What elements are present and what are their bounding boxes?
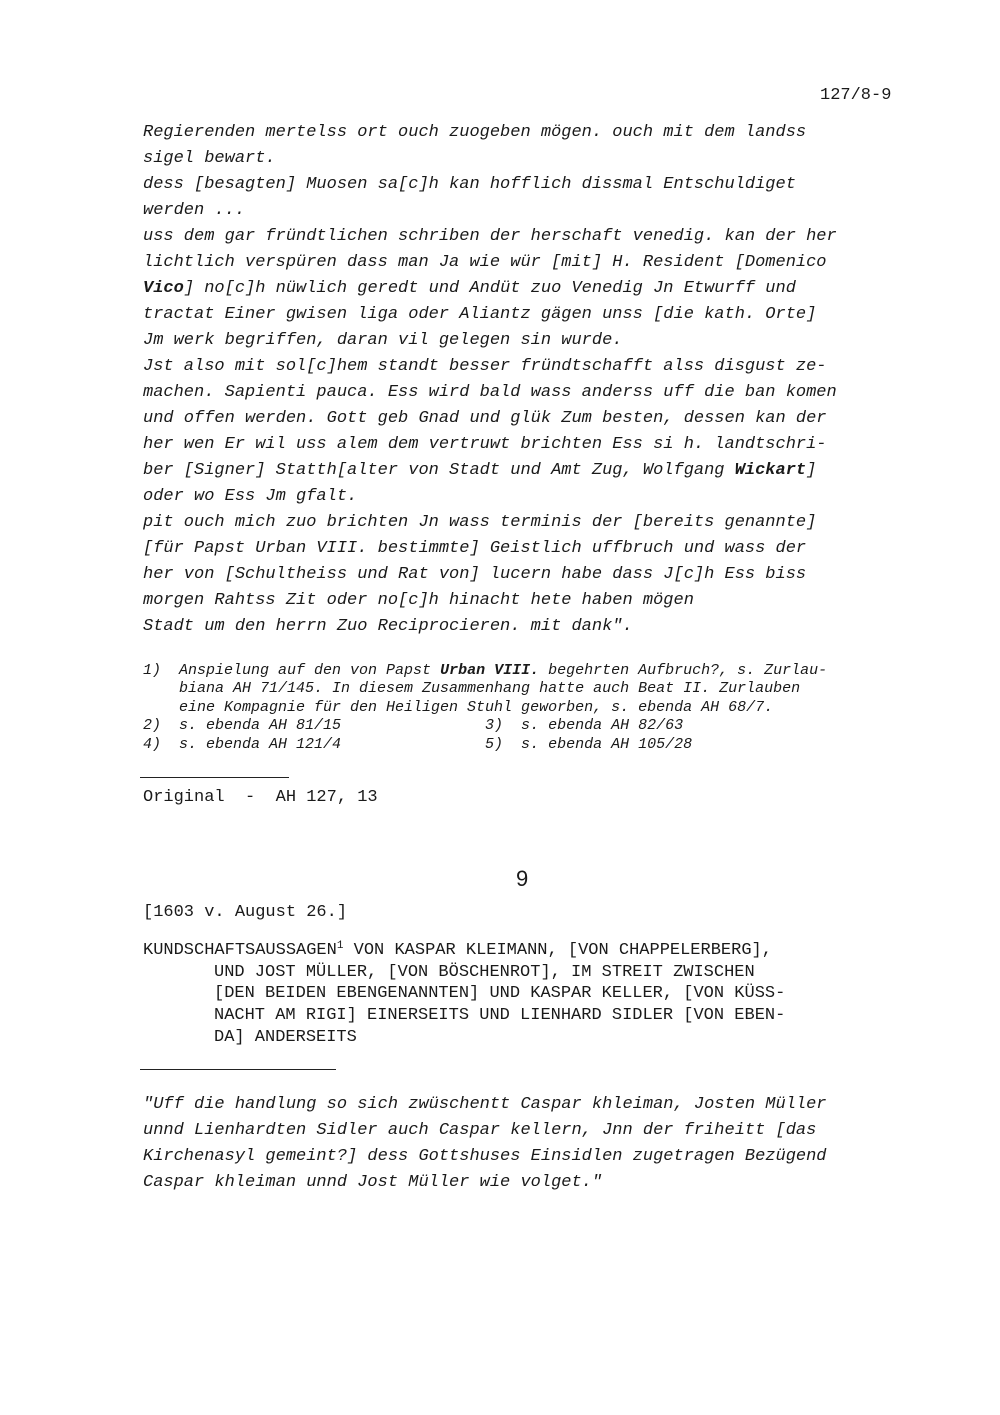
text-segment: biana AH 71/145. In diesem Zusammenhang hatte auch Beat II. Zurlauben — [143, 680, 801, 698]
footnotes — [143, 662, 933, 754]
text-segment: Regierenden mertelss ort ouch zuogeben mögen. ouch mit dem landss — [143, 123, 807, 142]
text-segment: Stadt um den herrn Zuo Reciprocieren. mit dank". — [143, 617, 633, 636]
text-line — [143, 406, 923, 432]
text-segment: ] — [806, 461, 817, 480]
heading-line: DA] ANDERSEITS — [214, 1027, 357, 1047]
text-segment: begehrten Aufbruch?, s. Zurlau- — [539, 662, 828, 679]
text-segment: 2) s. ebenda AH 81/15 3) s. ebenda AH 82/63 — [143, 717, 684, 735]
footnote-line — [143, 680, 933, 698]
footnote-separator-rule — [140, 777, 289, 778]
text-segment: dess [besagten] Muosen sa[c]h kan hofflich dissmal Entschuldiget — [143, 175, 796, 194]
quote-line: unnd Lienhardten Sidler auch Caspar kellern, Jnn der friheitt [das — [143, 1121, 817, 1140]
text-line — [143, 354, 923, 380]
text-segment: morgen Rahtss Zit oder no[c]h hinacht hete haben mögen — [143, 591, 694, 610]
text-segment: 4) s. ebenda AH 121/4 5) s. ebenda AH 105/28 — [143, 735, 693, 753]
heading-separator-rule — [140, 1069, 336, 1070]
text-line — [143, 380, 923, 406]
main-text — [143, 120, 923, 640]
text-line — [143, 588, 923, 614]
source-line: Original - AH 127, 13 — [143, 788, 378, 807]
footnote-line — [143, 717, 933, 735]
text-line — [143, 328, 923, 354]
page-number: 127/8-9 — [820, 86, 892, 105]
heading-line: UND JOST MÜLLER, [VON BÖSCHENROT], IM STREIT ZWISCHEN — [214, 962, 755, 982]
quote-line: Kirchenasyl gemeint?] dess Gottshuses Einsidlen zugetragen Bezügend — [143, 1147, 827, 1166]
footnote-line — [143, 662, 933, 680]
quote-text — [143, 1092, 933, 1196]
text-line — [143, 484, 923, 510]
text-line — [143, 224, 923, 250]
quote-line: Caspar khleiman unnd Jost Müller wie volget." — [143, 1173, 603, 1192]
heading-line: NACHT AM RIGI] EINERSEITS UND LIENHARD SIDLER [VON EBEN- — [214, 1006, 786, 1026]
text-segment: lichtlich verspüren dass man Ja wie wür [mit] H. Resident [Domenico — [143, 253, 827, 272]
text-line — [143, 510, 923, 536]
text-segment: Jm werk begriffen, daran vil gelegen sin wurde. — [143, 331, 623, 350]
document-date: [1603 v. August 26.] — [143, 903, 348, 922]
text-segment: [für Papst Urban VIII. bestimmte] Geistlich uffbruch und wass der — [143, 539, 807, 558]
bold-name: Wickart — [734, 461, 807, 480]
text-line — [143, 198, 923, 224]
text-line — [143, 432, 923, 458]
text-line — [143, 250, 923, 276]
heading-line: [DEN BEIDEN EBENGENANNTEN] UND KASPAR KELLER, [VON KÜSS- — [214, 984, 786, 1004]
text-line — [143, 536, 923, 562]
text-segment: Jst also mit sol[c]hem standt besser fründtschafft alss disgust ze- — [143, 357, 827, 376]
text-line — [143, 276, 923, 302]
quote-line: "Uff die handlung so sich zwüschentt Caspar khleiman, Josten Müller — [143, 1095, 827, 1114]
text-segment: her von [Schultheiss und Rat von] lucern habe dass J[c]h Ess biss — [143, 565, 807, 584]
document-number: 9 — [516, 866, 529, 891]
text-segment: pit ouch mich zuo brichten Jn wass terminis der [bereits genannte] — [143, 513, 817, 532]
text-line — [143, 146, 923, 172]
text-line — [143, 458, 923, 484]
heading-text: KUNDSCHAFTSAUSSAGEN — [143, 941, 337, 960]
bold-name: Urban VIII. — [440, 662, 540, 679]
text-segment: eine Kompagnie für den Heiligen Stuhl geworben, s. ebenda AH 68/7. — [143, 698, 774, 716]
document-heading — [143, 940, 933, 1048]
text-segment: tractat Einer gwisen liga oder Aliantz gägen unss [die kath. Orte] — [143, 305, 817, 324]
text-line — [143, 614, 923, 640]
text-line — [143, 172, 923, 198]
text-segment: her wen Er wil uss alem dem vertruwt brichten Ess si h. landtschri- — [143, 435, 827, 454]
footnote-marker: 1 — [336, 940, 344, 952]
text-segment: sigel bewart. — [143, 149, 276, 168]
heading-line — [143, 940, 933, 962]
text-segment: machen. Sapienti pauca. Ess wird bald wass anderss uff die ban komen — [143, 383, 837, 402]
text-segment: uss dem gar fründtlichen schriben der herschaft venedig. kan der her — [143, 227, 837, 246]
text-line — [143, 120, 923, 146]
footnote-line — [143, 699, 933, 717]
text-segment: ber [Signer] Statth[alter von Stadt und Amt Zug, Wolfgang — [143, 461, 735, 480]
text-line — [143, 562, 923, 588]
bold-name: Vico — [143, 279, 184, 298]
text-segment: oder wo Ess Jm gfalt. — [143, 487, 358, 506]
text-segment: ] no[c]h nüwlich geredt und Andüt zuo Venedig Jn Etwurff und — [183, 279, 796, 298]
text-segment: 1) Anspielung auf den von Papst — [143, 662, 441, 679]
text-line — [143, 302, 923, 328]
heading-text: VON KASPAR KLEIMANN, [VON CHAPPELERBERG], — [343, 941, 772, 960]
text-segment: werden ... — [143, 201, 246, 220]
text-segment: und offen werden. Gott geb Gnad und glük Zum besten, dessen kan der — [143, 409, 827, 428]
footnote-line — [143, 736, 933, 754]
